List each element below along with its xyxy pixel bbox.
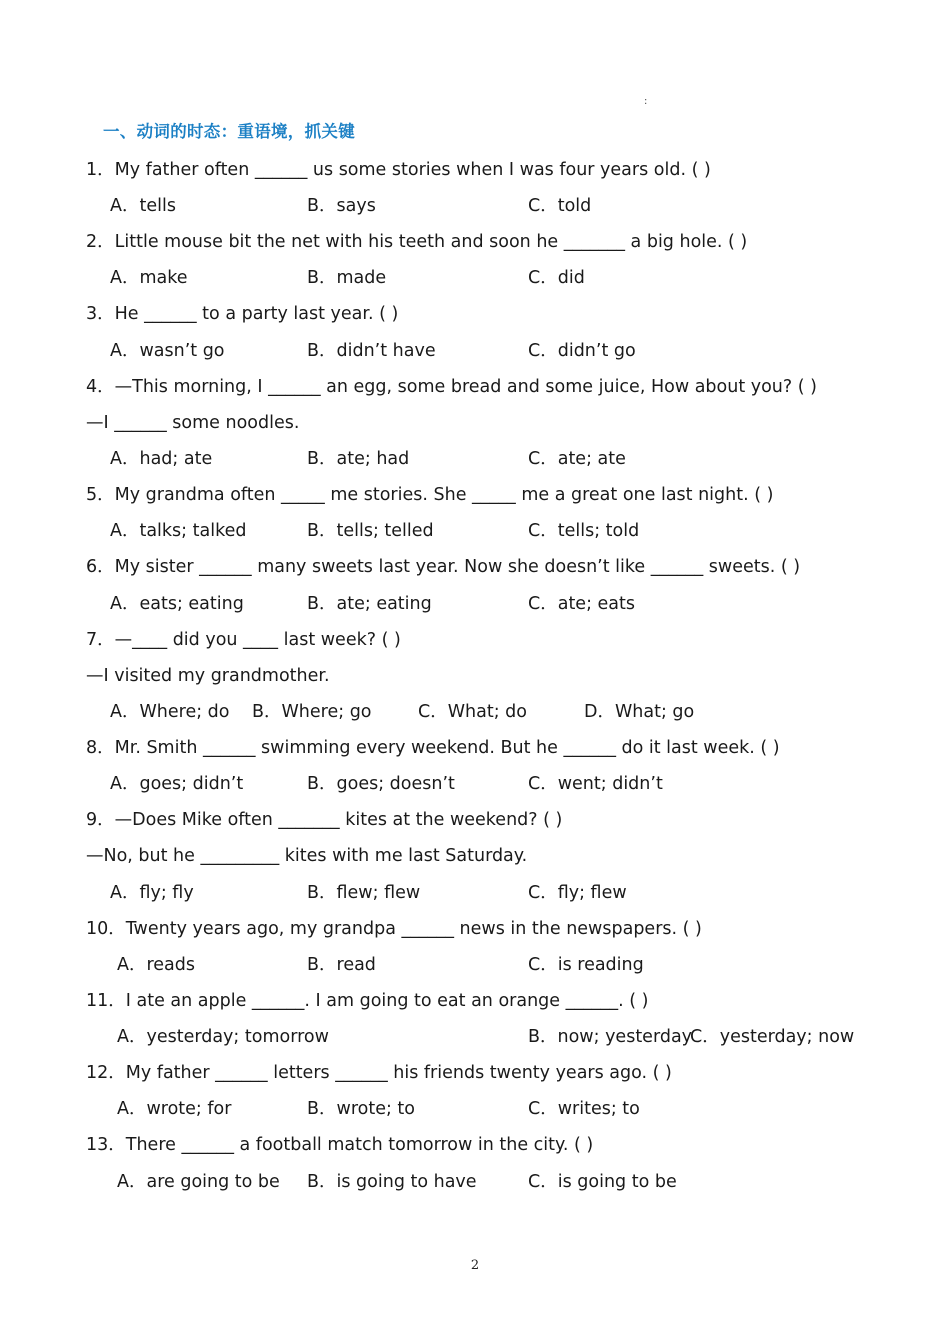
question-9-option-c[interactable]: C．fly; flew <box>528 883 627 903</box>
question-12-option-c[interactable]: C．writes; to <box>528 1099 640 1119</box>
question-8-option-c[interactable]: C．went; didn’t <box>528 774 663 794</box>
header-mark: : <box>644 96 648 107</box>
question-4-option-c[interactable]: C．ate; ate <box>528 449 626 469</box>
question-13-option-c[interactable]: C．is going to be <box>528 1172 677 1192</box>
question-9-dialog: —No, but he _________ kites with me last Saturday. <box>86 846 528 866</box>
question-6-stem: 6．My sister ______ many sweets last year. Now she doesn’t like ______ sweets. ( ) <box>86 557 801 577</box>
question-10-option-c[interactable]: C．is reading <box>528 955 644 975</box>
question-4-option-a[interactable]: A．had; ate <box>110 449 213 469</box>
question-11-stem: 11．I ate an apple ______. I am going to eat an orange ______. ( ) <box>86 991 649 1011</box>
question-5-option-a[interactable]: A．talks; talked <box>110 521 247 541</box>
question-7-dialog: —I visited my grandmother. <box>86 666 330 686</box>
question-12-option-b[interactable]: B．wrote; to <box>307 1099 415 1119</box>
question-2-option-c[interactable]: C．did <box>528 268 585 288</box>
question-8-option-a[interactable]: A．goes; didn’t <box>110 774 244 794</box>
question-1-stem: 1．My father often ______ us some stories when I was four years old. ( ) <box>86 160 711 180</box>
question-13-option-a[interactable]: A．are going to be <box>117 1172 280 1192</box>
question-8-option-b[interactable]: B．goes; doesn’t <box>307 774 455 794</box>
question-9-stem: 9．—Does Mike often _______ kites at the weekend? ( ) <box>86 810 563 830</box>
question-3-option-c[interactable]: C．didn’t go <box>528 341 636 361</box>
question-6-option-c[interactable]: C．ate; eats <box>528 594 635 614</box>
question-1-option-a[interactable]: A．tells <box>110 196 176 216</box>
question-5-option-c[interactable]: C．tells; told <box>528 521 640 541</box>
question-7-option-d[interactable]: D．What; go <box>584 702 695 722</box>
question-6-option-b[interactable]: B．ate; eating <box>307 594 432 614</box>
question-3-option-a[interactable]: A．wasn’t go <box>110 341 225 361</box>
question-7-option-b[interactable]: B．Where; go <box>252 702 372 722</box>
question-11-option-b[interactable]: B．now; yesterday <box>528 1027 693 1047</box>
question-11-option-a[interactable]: A．yesterday; tomorrow <box>117 1027 329 1047</box>
question-10-option-a[interactable]: A．reads <box>117 955 195 975</box>
question-1-option-b[interactable]: B．says <box>307 196 376 216</box>
question-5-stem: 5．My grandma often _____ me stories. She _____ me a great one last night. ( ) <box>86 485 774 505</box>
question-9-option-b[interactable]: B．flew; flew <box>307 883 421 903</box>
question-7-option-c[interactable]: C．What; do <box>418 702 527 722</box>
question-3-stem: 3．He ______ to a party last year. ( ) <box>86 304 399 324</box>
question-4-dialog: —I ______ some noodles. <box>86 413 300 433</box>
question-13-option-b[interactable]: B．is going to have <box>307 1172 477 1192</box>
question-5-option-b[interactable]: B．tells; telled <box>307 521 434 541</box>
question-1-option-c[interactable]: C．told <box>528 196 592 216</box>
page-number: 2 <box>470 1258 480 1273</box>
question-13-stem: 13．There ______ a football match tomorrow in the city. ( ) <box>86 1135 594 1155</box>
question-6-option-a[interactable]: A．eats; eating <box>110 594 244 614</box>
question-10-stem: 10．Twenty years ago, my grandpa ______ news in the newspapers. ( ) <box>86 919 702 939</box>
section-title: 一、动词的时态：重语境，抓关键 <box>103 122 355 141</box>
question-4-option-b[interactable]: B．ate; had <box>307 449 410 469</box>
question-12-stem: 12．My father ______ letters ______ his friends twenty years ago. ( ) <box>86 1063 672 1083</box>
question-11-option-c[interactable]: C．yesterday; now <box>690 1027 855 1047</box>
question-2-stem: 2．Little mouse bit the net with his teeth and soon he _______ a big hole. ( ) <box>86 232 748 252</box>
question-4-stem: 4．—This morning, I ______ an egg, some bread and some juice, How about you? ( ) <box>86 377 817 397</box>
question-2-option-a[interactable]: A．make <box>110 268 188 288</box>
question-10-option-b[interactable]: B．read <box>307 955 376 975</box>
question-8-stem: 8．Mr. Smith ______ swimming every weekend. But he ______ do it last week. ( ) <box>86 738 780 758</box>
question-3-option-b[interactable]: B．didn’t have <box>307 341 436 361</box>
question-12-option-a[interactable]: A．wrote; for <box>117 1099 232 1119</box>
question-9-option-a[interactable]: A．fly; fly <box>110 883 194 903</box>
question-2-option-b[interactable]: B．made <box>307 268 387 288</box>
question-7-option-a[interactable]: A．Where; do <box>110 702 230 722</box>
question-7-stem: 7．—____ did you ____ last week? ( ) <box>86 630 401 650</box>
